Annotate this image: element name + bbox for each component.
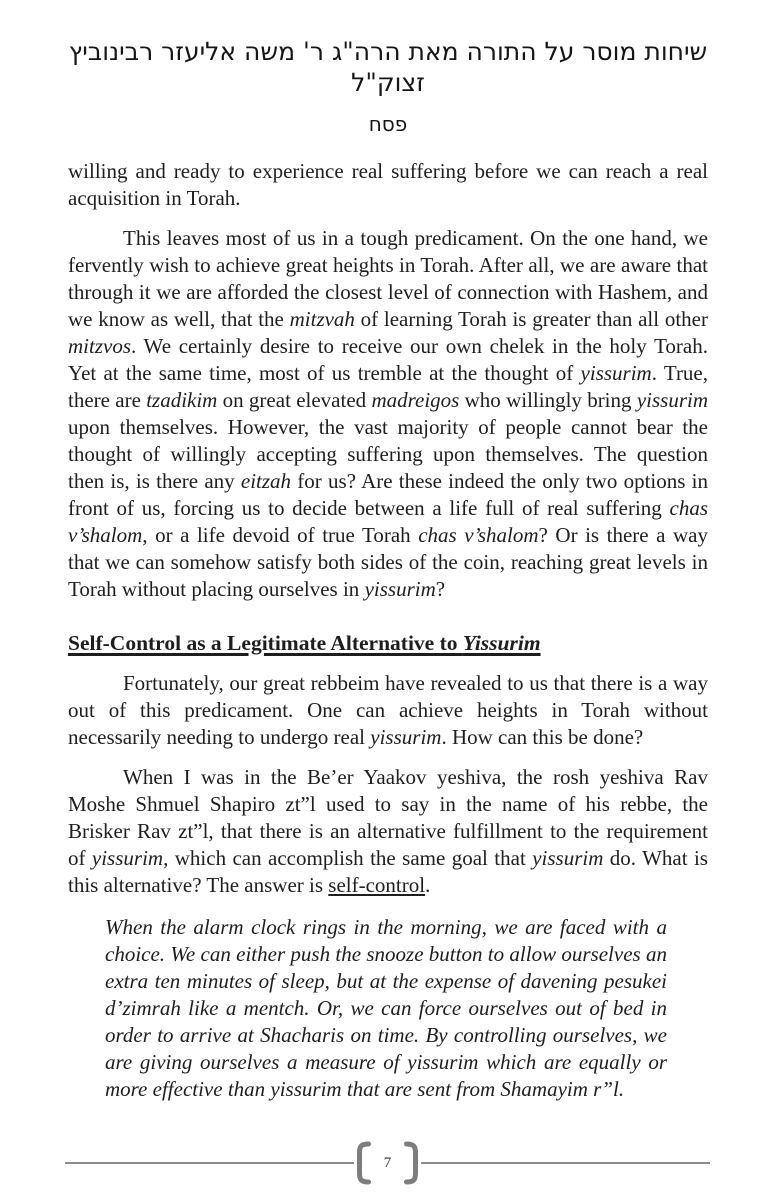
footer-rule-left — [65, 1162, 354, 1164]
page-number: 7 — [383, 1154, 392, 1171]
square-bracket-right-icon — [404, 1140, 421, 1186]
block-quote: When the alarm clock rings in the morning, we are faced with a choice. We can either push the snooze button to allow ourselves an extra ten minutes of sleep, but at the expense of davening pesukei d’zimrah like a mentch. Or, we can force ourselves out of bed in order to arrive at Shacharis on time. By controlling ourselves, we are giving ourselves a measure of yissurim which are equally or more effective than yissurim that are sent from Shamayim r”l. — [105, 914, 667, 1101]
paragraph-beer-yaakov: When I was in the Be’er Yaakov yeshiva, the rosh yeshiva Rav Moshe Shmuel Shapiro zt”l used to say in the name of his rebbe, the Brisker Rav zt”l, that there is an alternative fulfillment to the requirement of yissurim, which can accomplish the same goal that yissurim do. What is this alternative? The answer is self-control. — [68, 764, 708, 897]
page-header — [68, 36, 708, 136]
paragraph-continuation: willing and ready to experience real suffering before we can reach a real acquisition in Torah. — [68, 158, 708, 210]
square-bracket-left-icon — [354, 1140, 371, 1186]
section-heading: Self-Control as a Legitimate Alternative to Yissurim — [68, 630, 541, 655]
page-body — [68, 158, 708, 1103]
paragraph-predicament: This leaves most of us in a tough predicament. On the one hand, we fervently wish to achieve great heights in Torah. After all, we are aware that through it we are afforded the closest level of connection with Hashem, and we know as well, that the mitzvah of learning Torah is greater than all other mitzvos. We certainly desire to receive our own chelek in the holy Torah. Yet at the same time, most of us tremble at the thought of yissurim. True, there are tzadikim on great elevated madreigos who willingly bring yissurim upon themselves. However, the vast majority of people cannot bear the thought of willingly accepting suffering upon themselves. The question then is, is there any eitzah for us? Are these indeed the only two options in front of us, forcing us to decide between a life full of real suffering chas v’shalom, or a life devoid of true Torah chas v’shalom? Or is there a way that we can somehow satisfy both sides of the coin, reaching great levels in Torah without placing ourselves in yissurim? — [68, 225, 709, 601]
page-footer — [65, 1140, 710, 1186]
hebrew-title: שיחות מוסר על התורה מאת הרה"ג ר' משה אליעזר רבינוביץ זצוק"ל — [68, 37, 708, 98]
footer-rule-right — [421, 1162, 710, 1164]
hebrew-subtitle: פסח — [368, 111, 408, 136]
paragraph-fortunately: Fortunately, our great rebbeim have revealed to us that there is a way out of this predicament. One can achieve heights in Torah without necessarily needing to undergo real yissurim. How can this be done? — [68, 670, 708, 749]
